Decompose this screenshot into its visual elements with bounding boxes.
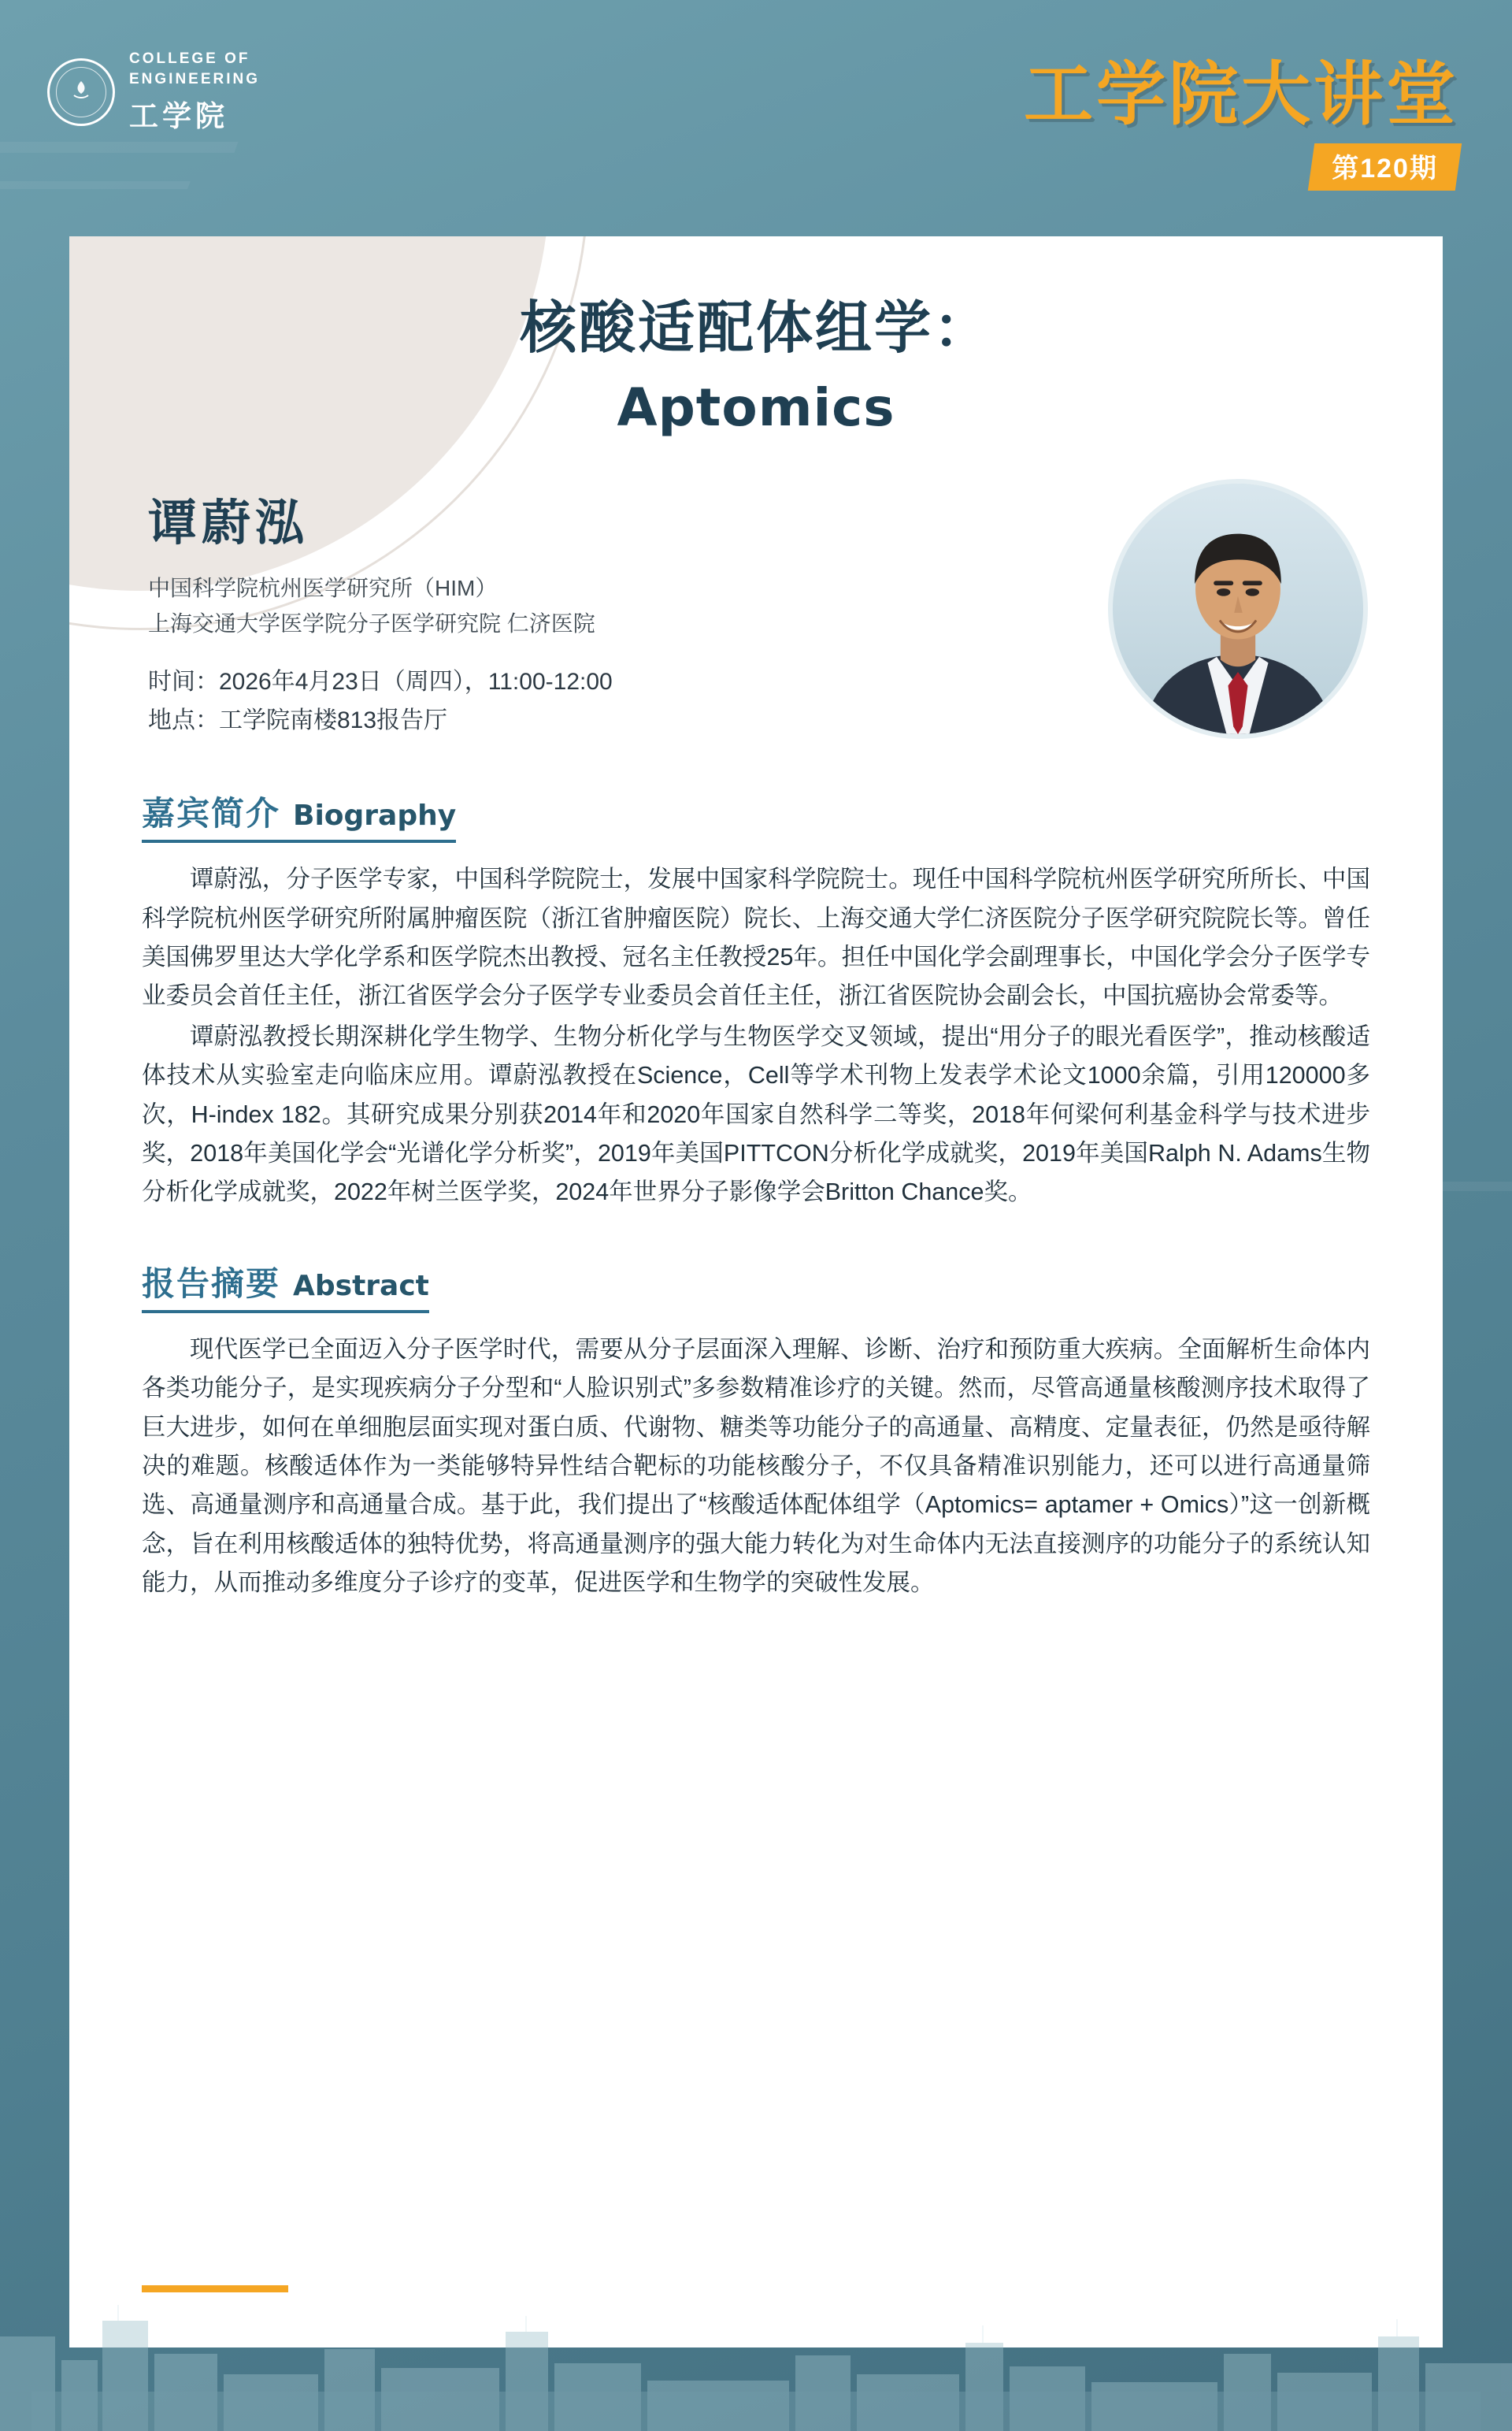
card-content: [69, 236, 1443, 1603]
logo-en-line1: COLLEGE OF: [129, 50, 250, 67]
logo-cn: 工学院: [129, 100, 228, 133]
series-title-block: [1024, 39, 1458, 191]
logo-en-line2: ENGINEERING: [129, 70, 261, 87]
biography-section: [69, 744, 1443, 1212]
series-issue-badge: [1308, 143, 1462, 191]
abstract-paragraph-1: 现代医学已全面迈入分子医学时代，需要从分子层面深入理解、诊断、治疗和预防重大疾病。全面解析生命体内各类功能分子，是实现疾病分子分型和“人脸识别式”多参数精准诊疗的关键。然而，尽管高通量核酸测序技术取得了巨大进步，如何在单细胞层面实现对蛋白质、代谢物、糖类等功能分子的高通量、高精度、定量表征，仍然是亟待解决的难题。核酸适体作为一类能够特异性结合靶标的功能核酸分子，不仅具备精准识别能力，还可以进行高通量筛选、高通量测序和高通量合成。基于此，我们提出了“核酸适体配体组学（Aptomics= aptamer + Omics）”这一创新概念，旨在利用核酸适体的独特优势，将高通量测序的强大能力转化为对生命体内无法直接测序的功能分子的系统认知能力，从而推动多维度分子诊疗的变革，促进医学和生物学的突破性发展。: [142, 1335, 1370, 1597]
speaker-affiliation-line2: 上海交通大学医学院分子医学研究院 仁济医院: [148, 611, 595, 636]
abstract-heading-cn: 报告摘要: [142, 1264, 281, 1302]
speaker-affiliation-line1: 中国科学院杭州医学研究所（HIM）: [148, 576, 498, 601]
poster-header: [0, 0, 1512, 260]
skyline-decoration: [0, 2281, 1512, 2431]
university-seal-icon: [47, 58, 115, 126]
abstract-section: [69, 1214, 1443, 1603]
college-logo-text: [129, 49, 260, 135]
event-time: 时间：2026年4月23日（周四），11:00-12:00: [148, 668, 613, 695]
biography-paragraph-2: 谭蔚泓教授长期深耕化学生物学、生物分析化学与生物医学交叉领域，提出“用分子的眼光看医学”，推动核酸适体技术从实验室走向临床应用。谭蔚泓教授在Science，Cell等学术刊物上发表学术论文1000余篇，引用120000多次，H-index 182。其研究成果分别获2014年和2020年国家自然科学二等奖，2018年何梁何利基金科学与技术进步奖，2018年美国化学会“光谱化学分析奖”，2019年美国PITTCON分析化学成就奖，2019年美国Ralph N. Adams生物分析化学成就奖，2022年树兰医学奖，2024年世界分子影像学会Britton Chance奖。: [142, 1023, 1370, 1206]
speaker-portrait: [1108, 479, 1368, 739]
event-place: 地点：工学院南楼813报告厅: [148, 707, 448, 734]
abstract-body: [142, 1331, 1370, 1603]
series-title: 工学院大讲堂: [1023, 54, 1458, 135]
biography-heading: [142, 788, 456, 843]
series-issue-label: 第120期: [1332, 154, 1439, 184]
talk-title-cn: 核酸适配体组学：: [519, 297, 992, 360]
biography-paragraph-1: 谭蔚泓，分子医学专家，中国科学院院士，发展中国家科学院院士。现任中国科学院杭州医学研究所所长、中国科学院杭州医学研究所附属肿瘤医院（浙江省肿瘤医院）院长、上海交通大学仁济医院分子医学研究院院长等。曾任美国佛罗里达大学化学系和医学院杰出教授、冠名主任教授25年。担任中国化学会副理事长，中国化学会分子医学专业委员会首任主任，浙江省医学会分子医学专业委员会首任主任，浙江省医院协会副会长，中国抗癌协会常委等。: [142, 866, 1370, 1010]
talk-title-block: [69, 236, 1443, 438]
seal-inner-icon: [56, 67, 106, 117]
abstract-heading: [142, 1258, 429, 1313]
talk-title-en: Aptomics: [617, 377, 895, 439]
biography-body: [142, 860, 1370, 1212]
biography-heading-cn: 嘉宾简介: [142, 795, 281, 833]
college-logo: [47, 49, 260, 135]
speaker-name: 谭蔚泓: [148, 496, 309, 551]
main-card: [69, 236, 1443, 2347]
abstract-heading-en: Abstract: [293, 1269, 429, 1302]
biography-heading-en: Biography: [293, 800, 457, 833]
speaker-block: [69, 484, 1443, 744]
